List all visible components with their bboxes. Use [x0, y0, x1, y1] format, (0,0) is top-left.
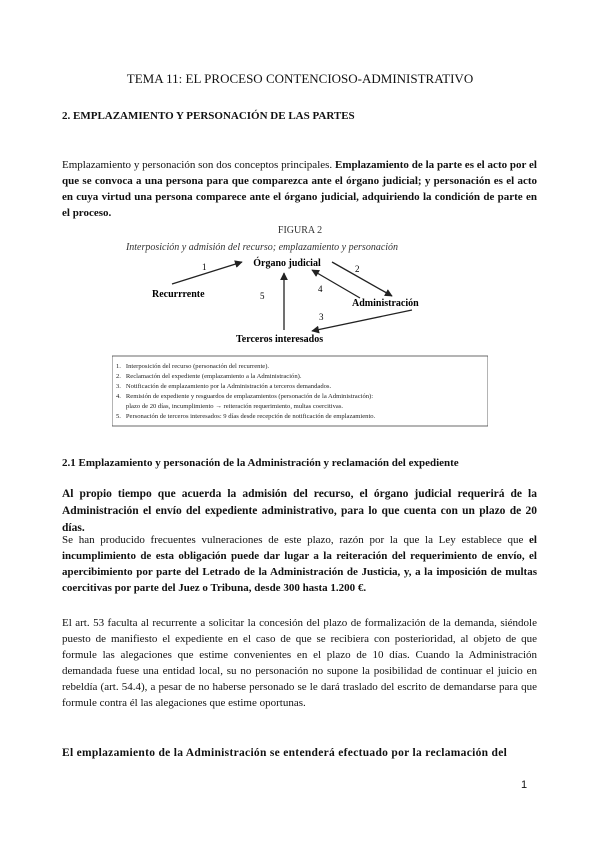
paragraph-admision: Al propio tiempo que acuerda la admisión del recurso, el órgano judicial requerirá de la Administración el envío del expediente administrativo, para lo que cuenta con un plazo de 20 días.	[62, 488, 537, 534]
arrow-1-label: 1	[202, 262, 207, 272]
document-title: TEMA 11: EL PROCESO CONTENCIOSO-ADMINISTRATIVO	[126, 71, 474, 86]
arrow-1	[172, 262, 242, 284]
intro-bold-text: Emplazamiento de la parte es el acto por el que se convoca a una persona para que comparezca ante el órgano judicial; y personación es el acto en cuya virtud una persona comparece ante el órgano judicial, adquiriendo la condición de parte en el proceso.	[62, 159, 537, 219]
intro-normal-text: Emplazamiento y personación son dos conceptos principales.	[62, 159, 335, 171]
intro-paragraph	[62, 157, 537, 221]
node-terceros: Terceros interesados	[236, 334, 324, 345]
paragraph-emplazamiento-admin: El emplazamiento de la Administración se entenderá efectuado por la reclamación del	[62, 747, 508, 759]
arrow-3-label: 3	[319, 312, 324, 322]
legend-line-2: 2. Reclamación del expediente (emplazamiento a la Administración).	[116, 373, 302, 380]
node-recurrente: Recurrrente	[152, 289, 205, 300]
section-2-1-heading: 2.1 Emplazamiento y personación de la Administración y reclamación del expediente	[62, 457, 459, 469]
figure-diagram	[112, 218, 488, 430]
paragraph-vulneraciones	[62, 532, 537, 596]
legend-line-4: 4. Remisión de expediente y resguardos de emplazamientos (personación de la Administración):	[116, 393, 374, 400]
section-2-heading: 2. EMPLAZAMIENTO Y PERSONACIÓN DE LAS PARTES	[62, 110, 355, 122]
vulneraciones-bold-text: el incumplimiento de esta obligación puede dar lugar a la reiteración del requerimiento de envío, el apercibimiento por parte del Letrado de la Administración de Justicia, y, a la imposición de multas coercitivas por parte del Juez o Tribuna, desde 300 hasta 1.200 €.	[62, 534, 537, 594]
node-organo-judicial: Órgano judicial	[253, 258, 321, 269]
arrow-2-label: 2	[355, 264, 360, 274]
arrow-2	[332, 262, 392, 296]
vulneraciones-normal-text: Se han producido frecuentes vulneraciones de este plazo, razón por la que la Ley establece que	[62, 534, 530, 546]
arrow-5-label: 5	[260, 291, 265, 301]
figure-caption: Interposición y admisión del recurso; emplazamiento y personación	[125, 242, 399, 253]
arrow-4-label: 4	[318, 284, 323, 294]
legend-line-5: plazo de 20 días, incumplimiento → reiteración requerimiento, multas coercitivas.	[116, 403, 344, 410]
legend-line-6: 5. Personación de terceros interesados: 9 días desde recepción de notificación de emplazamiento.	[116, 413, 376, 420]
node-administracion: Administración	[352, 298, 419, 309]
figure-label: FIGURA 2	[277, 225, 323, 236]
page-number: 1	[521, 779, 528, 791]
legend-line-3: 3. Notificación de emplazamiento por la Administración a terceros demandados.	[116, 383, 332, 390]
legend-line-1: 1. Interposición del recurso (personación del recurrente).	[116, 363, 270, 370]
paragraph-art-53: El art. 53 faculta al recurrente a solicitar la concesión del plazo de formalización de la demanda, siéndole puesto de manifiesto el expediente en el caso de que se recibiera con posterioridad, al objeto de que formule las alegaciones que estime convenientes en el plazo de 10 días. Cuando la Administración demandada fuese una entidad local, su no personación no supone la posibilidad de continuar el juicio en rebeldía (art. 54.4), a pesar de no haberse personado se le dará traslado del escrito de demandarse para que formule contra él las alegaciones que estime oportunas.	[62, 617, 537, 709]
arrow-3	[312, 310, 412, 331]
